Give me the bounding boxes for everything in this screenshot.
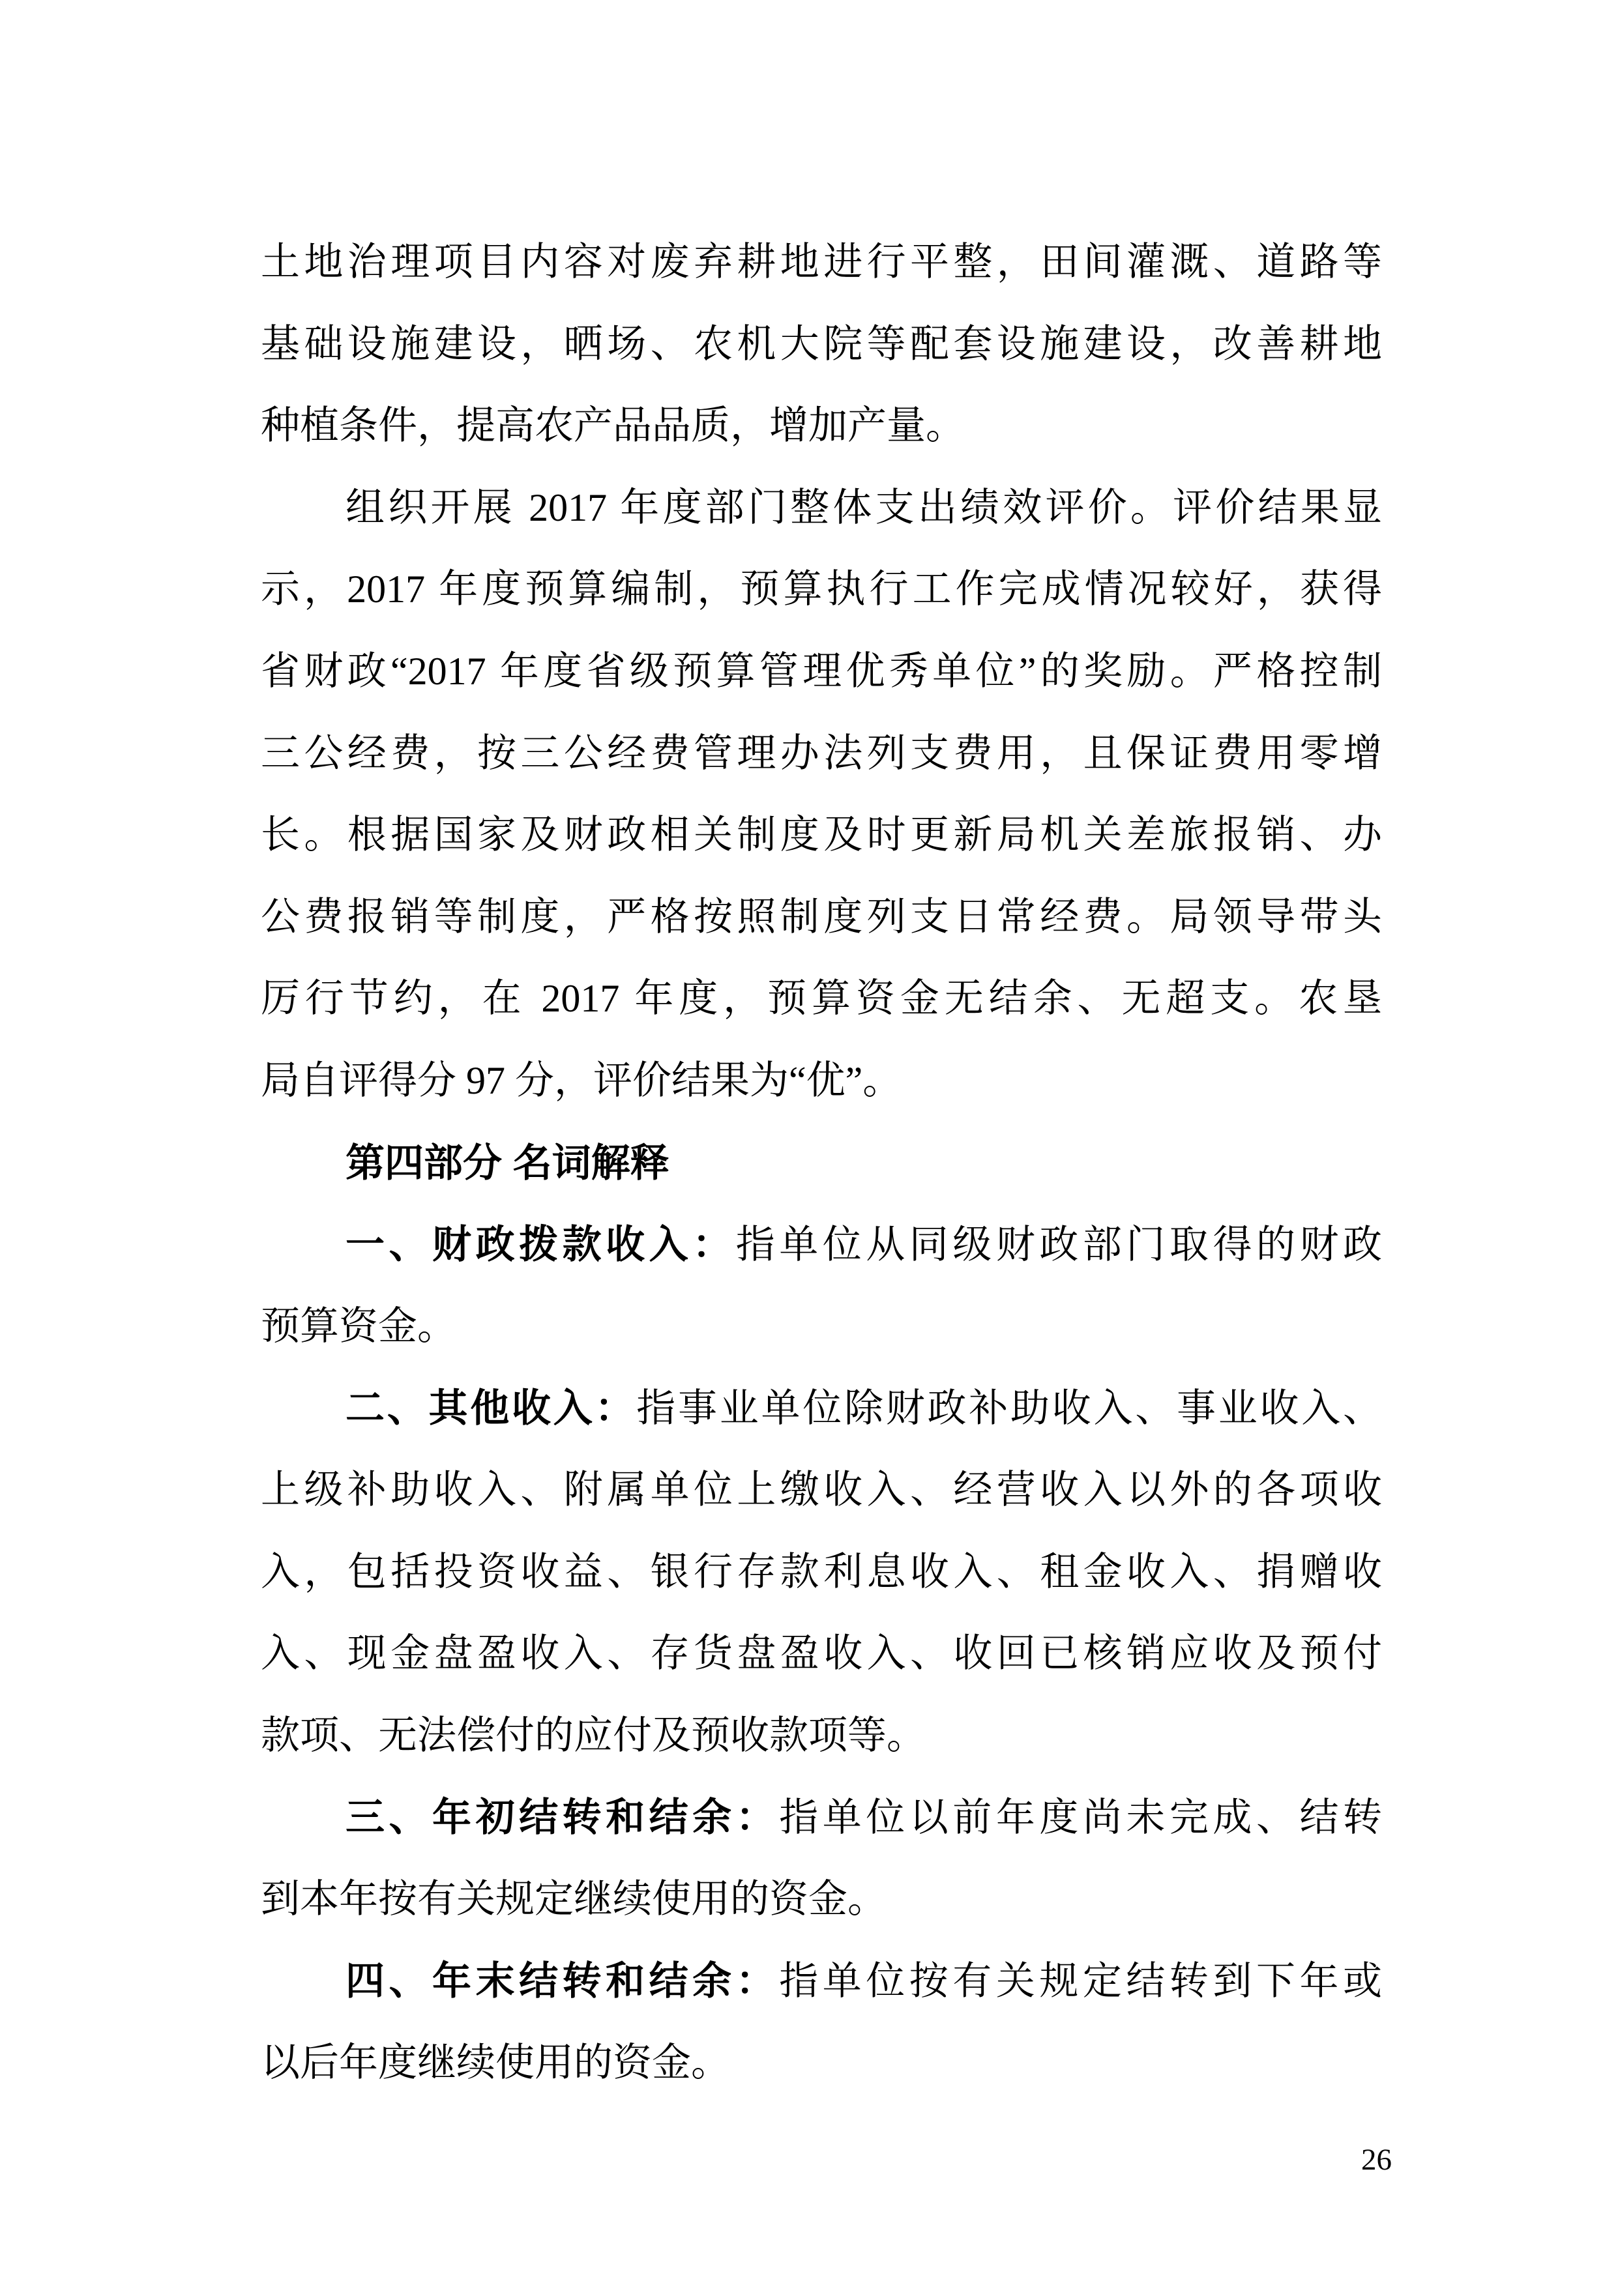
text-line	[261, 549, 1382, 631]
section-heading	[261, 1122, 1382, 1204]
text-line	[261, 1040, 1382, 1122]
line-text: 入，包括投资收益、银行存款利息收入、租金收入、捐赠收	[261, 1550, 1382, 1593]
line-text: 上级补助收入、附属单位上缴收入、经营收入以外的各项收	[261, 1468, 1382, 1511]
document-body	[261, 222, 1382, 2104]
text-line	[261, 1204, 1382, 1286]
line-text: 预算资金。	[261, 1304, 456, 1348]
line-text: 厉行节约，在 2017 年度，预算资金无结余、无超支。农垦	[261, 977, 1382, 1021]
line-text: 指单位按有关规定结转到下年或	[779, 1960, 1382, 2003]
text-line	[261, 1367, 1382, 1449]
line-text: 公费报销等制度，严格按照制度列支日常经费。局领导带头	[261, 895, 1382, 938]
text-line	[261, 1532, 1382, 1614]
line-text: 款项、无法偿付的应付及预收款项等。	[261, 1713, 926, 1757]
line-text: 长。根据国家及财政相关制度及时更新局机关差旅报销、办	[261, 813, 1382, 857]
term-label: 二、其他收入：	[346, 1386, 637, 1431]
term-label: 一、财政拨款收入：	[346, 1223, 736, 1267]
text-line	[261, 1777, 1382, 1859]
text-line	[261, 304, 1382, 386]
line-text: 到本年按有关规定继续使用的资金。	[261, 1877, 887, 1921]
text-line	[261, 1286, 1382, 1368]
line-text: 入、现金盘盈收入、存货盘盈收入、收回已核销应收及预付	[261, 1632, 1382, 1676]
section-heading-text: 第四部分 名词解释	[346, 1141, 669, 1185]
line-text: 示，2017 年度预算编制，预算执行工作完成情况较好，获得	[261, 568, 1382, 611]
text-line	[261, 1940, 1382, 2022]
line-text: 以后年度继续使用的资金。	[261, 2041, 730, 2085]
text-line	[261, 467, 1382, 549]
line-text: 土地治理项目内容对废弃耕地进行平整，田间灌溉、道路等	[261, 240, 1382, 283]
page-number: 26	[1361, 2143, 1392, 2177]
text-line	[261, 222, 1382, 304]
line-text: 局自评得分 97 分，评价结果为“优”。	[261, 1058, 902, 1102]
line-text: 基础设施建设，晒场、农机大院等配套设施建设，改善耕地	[261, 322, 1382, 366]
text-line	[261, 877, 1382, 959]
text-line	[261, 1613, 1382, 1695]
text-line	[261, 631, 1382, 713]
text-line	[261, 958, 1382, 1040]
line-text: 三公经费，按三公经费管理办法列支费用，且保证费用零增	[261, 731, 1382, 775]
text-line	[261, 2022, 1382, 2104]
line-text: 指单位从同级财政部门取得的财政	[735, 1223, 1382, 1267]
text-line	[261, 713, 1382, 795]
line-text: 指事业单位除财政补助收入、事业收入、	[636, 1387, 1382, 1431]
text-line	[261, 385, 1382, 467]
line-text: 指单位以前年度尚未完成、结转	[779, 1796, 1382, 1840]
text-line	[261, 1695, 1382, 1777]
text-line	[261, 794, 1382, 877]
line-text: 组织开展 2017 年度部门整体支出绩效评价。评价结果显	[346, 486, 1382, 529]
line-text: 省财政“2017 年度省级预算管理优秀单位”的奖励。严格控制	[261, 649, 1382, 693]
text-line	[261, 1859, 1382, 1941]
text-line	[261, 1449, 1382, 1532]
term-label: 四、年末结转和结余：	[346, 1959, 780, 2003]
term-label: 三、年初结转和结余：	[346, 1795, 780, 1840]
line-text: 种植条件，提高农产品品质，增加产量。	[261, 404, 965, 448]
